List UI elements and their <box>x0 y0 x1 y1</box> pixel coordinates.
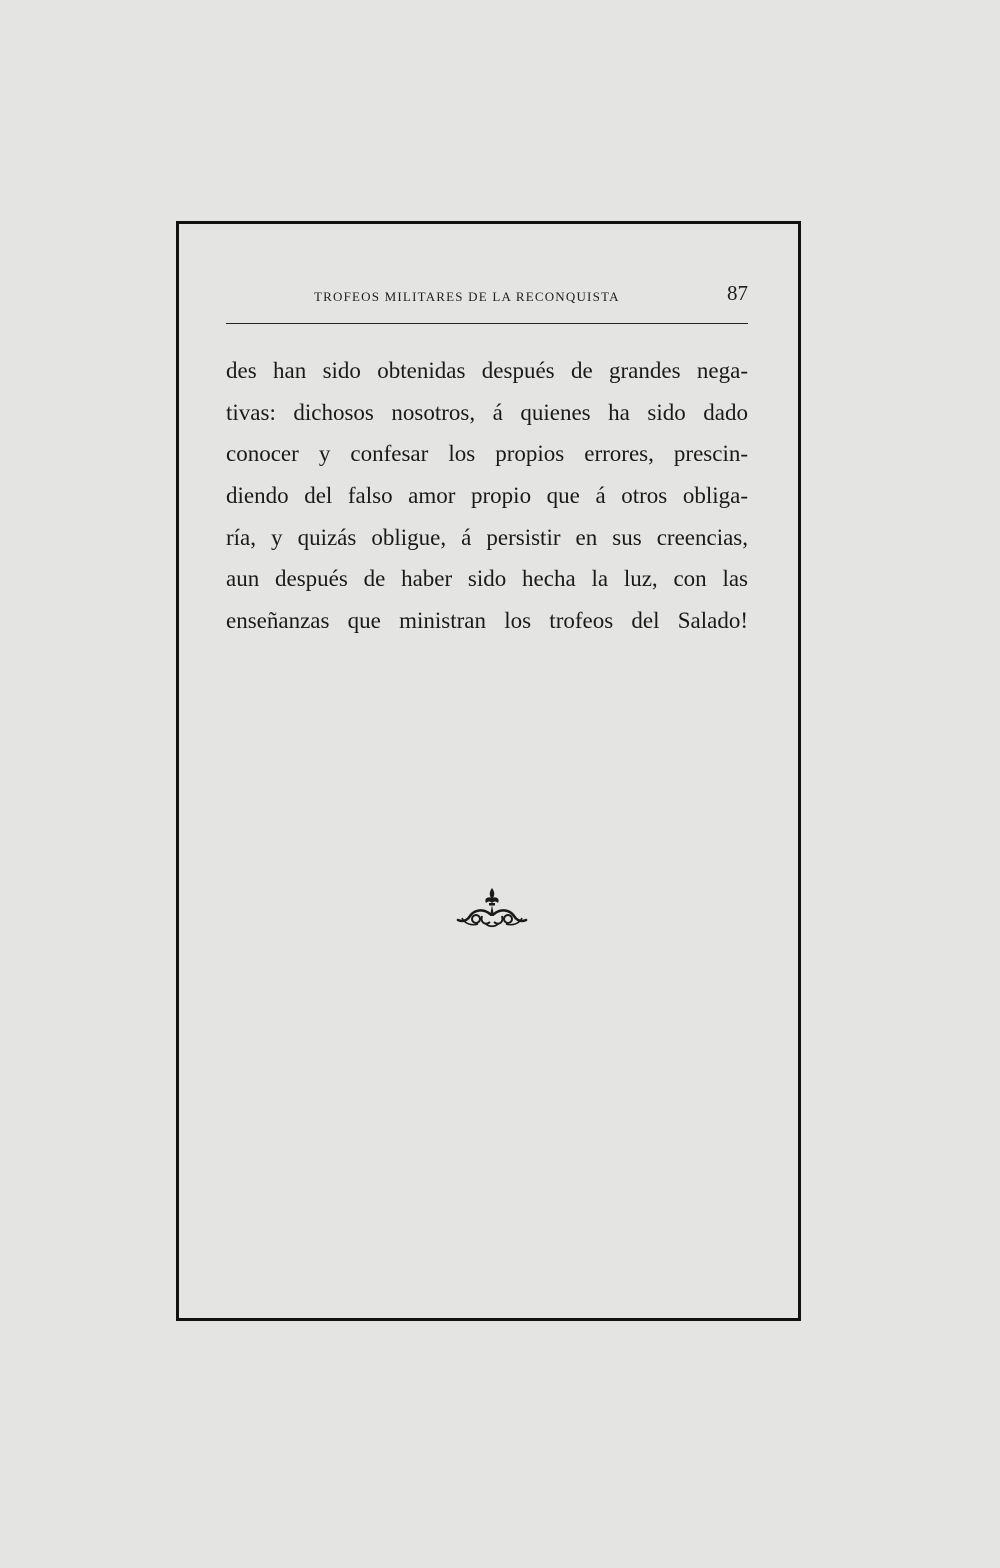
text-line: enseñanzas que ministran los trofeos del Salado! <box>226 608 748 634</box>
running-title: TROFEOS MILITARES DE LA RECONQUISTA <box>314 289 620 304</box>
text-line: ría, y quizás obligue, á persistir en sus creencias, <box>226 524 748 550</box>
page-number: 87 <box>727 281 748 305</box>
text-line: tivas: dichosos nosotros, á quienes ha sido dado <box>226 399 748 425</box>
running-head <box>226 283 748 324</box>
text-line: aun después de haber sido hecha la luz, con las <box>226 566 748 592</box>
text-line: des han sido obtenidas después de grandes nega- <box>226 358 748 383</box>
fleuron-icon <box>456 886 528 934</box>
text-line: diendo del falso amor propio que á otros obliga- <box>226 483 748 509</box>
body-paragraph <box>226 350 748 642</box>
text-line: conocer y confesar los propios errores, prescin- <box>226 441 748 467</box>
